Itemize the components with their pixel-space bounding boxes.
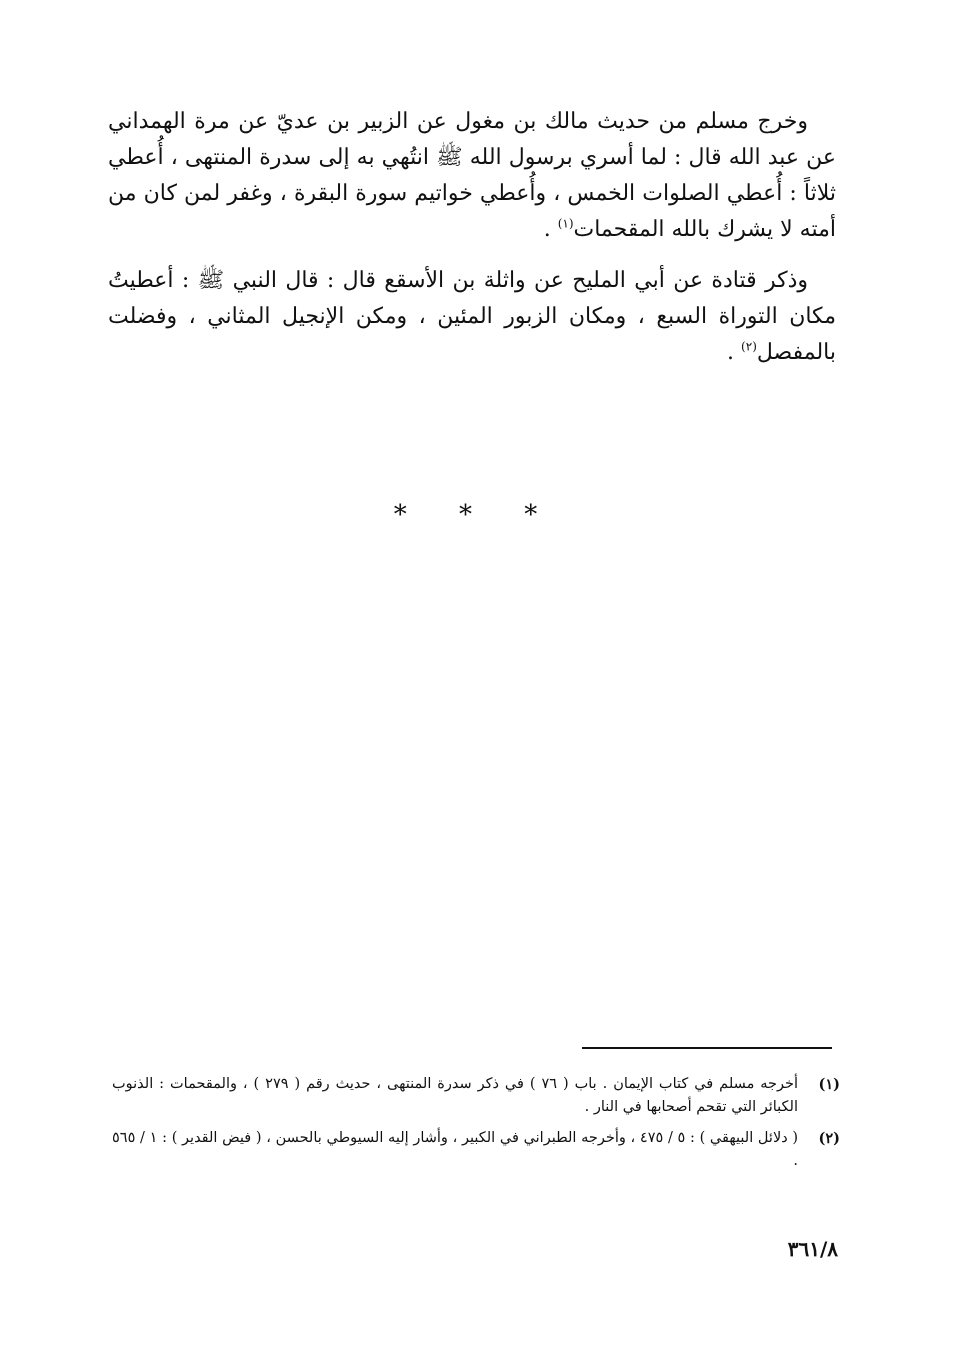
paragraph xyxy=(108,104,836,248)
paragraph-end: . xyxy=(543,217,558,242)
section-separator: * * * xyxy=(393,500,560,530)
main-text xyxy=(108,104,836,371)
paragraph-end: . xyxy=(727,340,742,365)
footnote-reference[interactable]: (٢) xyxy=(741,339,757,354)
paragraph-text: وخرج مسلم من حديث مالك بن مغول عن الزبير بن عديّ عن مرة الهمداني عن عبد الله قال : لما أسري برسول الله ﷺ انتُهي به إلى سدرة المنتهى ، أُعطي ثلاثاً : أُعطي الصلوات الخمس ، وأُعطي خواتيم سورة البقرة ، وغفر لمن كان من أمته لا يشرك بالله المقحمات xyxy=(108,109,836,242)
footnote-reference[interactable]: (١) xyxy=(557,216,574,231)
footnote-item xyxy=(112,1073,840,1119)
footnote-text: أخرجه مسلم في كتاب الإيمان . باب ( ٧٦ ) في ذكر سدرة المنتهى ، حديث رقم ( ٢٧٩ ) ، والمقحمات : الذنوب الكبائر التي تقحم أصحابها في النار . xyxy=(112,1076,799,1115)
paragraph-text: وذكر قتادة عن أبي المليح عن واثلة بن الأسقع قال : قال النبي ﷺ : أعطيتُ مكان التوراة السبع ، ومكان الزبور المئين ، ومكن الإنجيل المثاني ، وفضلت بالمفصل xyxy=(108,268,836,365)
footnote-number: (٢) xyxy=(818,1130,840,1147)
footnotes xyxy=(112,1073,840,1181)
footnote-text: ( دلائل البيهقي ) : ٥ / ٤٧٥ ، وأخرجه الطبراني في الكبير ، وأشار إليه السيوطي بالحسن ، ( فيض القدير ) : ١ / ٥٦٥ . xyxy=(112,1130,799,1169)
page-number: ٣٦١/٨ xyxy=(787,1237,838,1261)
paragraph xyxy=(108,263,836,371)
footnote-number: (١) xyxy=(818,1076,840,1093)
footnote-item xyxy=(112,1127,840,1173)
footnote-divider xyxy=(582,1047,832,1049)
